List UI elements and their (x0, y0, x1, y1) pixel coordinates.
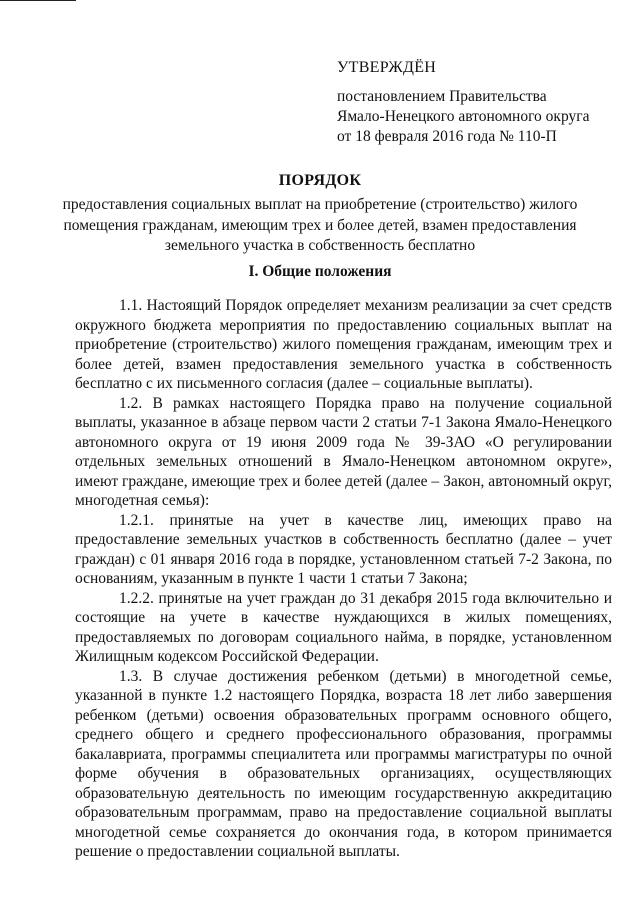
document-subtitle: предоставления социальных выплат на приобретение (строительство) жилого помещения гражданам, имеющим трех и более детей, взамен предоставления земельного участка в собственность бесплатно (62, 196, 578, 254)
paragraph-1-1: 1.1. Настоящий Порядок определяет механизм реализации за счет средств окружного бюджета мероприятия по предоставлению социальных выплат на приобретение (строительство) жилого помещения гражданам, имеющим трех и более детей, взамен предоставления земельного участка в собственность бесплатно с их письменного согласия (далее – социальные выплаты). (75, 297, 612, 392)
paragraph-1-3: 1.3. В случае достижения ребенком (детьми) в многодетной семье, указанной в пункте 1.2 настоящего Порядка, возраста 18 лет либо завершения ребенком (детьми) освоения образовательных программ основного общего, среднего общего и среднего профессионального образования, программы бакалавриата, программы специалитета или программы магистратуры по очной форме обучения в образовательных организациях, осуществляющих образовательную деятельность по имеющим государственную аккредитацию образовательным программам, право на предоставление социальной выплаты многодетной семье сохраняется до окончания года, в котором принимается решение о предоставлении социальной выплаты. (75, 667, 612, 860)
approval-line-2: Ямало-Ненецкого автономного округа (337, 108, 590, 125)
section-heading: I. Общие положения (248, 263, 392, 280)
document-title: ПОРЯДОК (278, 172, 362, 189)
approval-heading: УТВЕРЖДЁН (337, 59, 437, 76)
paragraph-1-2-1: 1.2.1. принятые на учет в качестве лиц, имеющих право на предоставление земельных участков в собственность бесплатно (далее – учет граждан) с 01 января 2016 года в порядке, установленном статьей 7-2 Закона, по основаниям, указанным в пункте 1 части 1 статьи 7 Закона; (75, 511, 612, 587)
document-body (75, 296, 612, 862)
paragraph-1-2: 1.2. В рамках настоящего Порядка право на получение социальной выплаты, указанное в абзаце первом части 2 статьи 7-1 Закона Ямало-Ненецкого автономного округа от 19 июня 2009 года № 39-ЗАО «О регулировании отдельных земельных отношений в Ямало-Ненецком автономном округе», имеют граждане, имеющие трех и более детей (далее – Закон, автономный округ, многодетная семья): (75, 394, 612, 509)
approval-line-3: от 18 февраля 2016 года № 110-П (337, 128, 557, 145)
approval-line-1: постановлением Правительства (337, 88, 547, 105)
approval-block (337, 58, 589, 147)
paragraph-1-2-2: 1.2.2. принятые на учет граждан до 31 декабря 2015 года включительно и состоящие на учете в качестве нуждающихся в жилых помещениях, предоставляемых по договорам социального найма, в порядке, установленном Жилищным кодексом Российской Федерации. (75, 589, 612, 665)
scan-edge-line (0, 0, 76, 1)
